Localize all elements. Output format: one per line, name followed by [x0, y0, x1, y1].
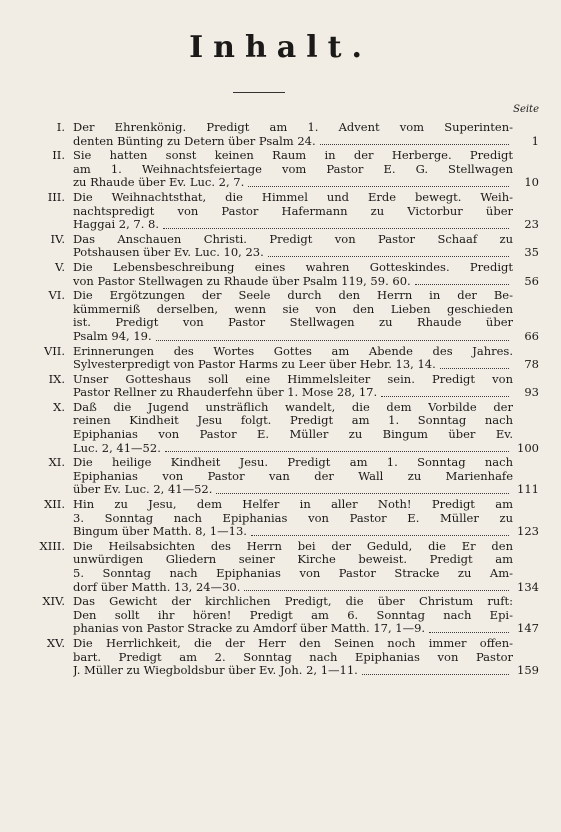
- toc-entry-line: [0, 483, 561, 497]
- entry-text: am 1. Weihnachtsfeiertage vom Pastor E. G. Stellwagen: [73, 162, 513, 176]
- entry-page-number: 35: [524, 245, 539, 260]
- dot-leader: [165, 442, 509, 453]
- toc-entry-line: [0, 595, 561, 609]
- entry-text: Das Anschauen Christi. Predigt von Pastor Schaaf zu: [73, 232, 513, 246]
- entry-text: [73, 135, 513, 149]
- dot-leader: [244, 581, 509, 592]
- toc-entry-line: [0, 373, 561, 387]
- entry-text: [73, 483, 513, 497]
- entry-text: 3. Sonntag nach Epiphanias von Pastor E. Müller zu: [73, 511, 513, 525]
- toc-entry-line: [0, 303, 561, 317]
- entry-text: [73, 358, 513, 372]
- entry-text: Sie hatten sonst keinen Raum in der Herberge. Predigt: [73, 149, 513, 163]
- entry-number: I.: [56, 120, 65, 134]
- entry-text: Die Herrlichkeit, die der Herr den Seinen noch immer offen-: [73, 636, 513, 650]
- entry-text: unwürdigen Gliedern seiner Kirche beweist. Predigt am: [73, 553, 513, 567]
- entry-text: Die Heilsabsichten des Herrn bei der Geduld, die Er den: [73, 539, 513, 553]
- toc-entry-line: [0, 233, 561, 247]
- entry-page-number: 159: [517, 663, 539, 678]
- toc-entry-line: [0, 470, 561, 484]
- entry-number: III.: [47, 189, 65, 204]
- dot-leader: [440, 358, 509, 369]
- entry-number: V.: [55, 259, 65, 274]
- entry-text: Erinnerungen des Wortes Gottes am Abende des Jahres.: [73, 344, 513, 358]
- toc-entry-line: [0, 261, 561, 275]
- toc-entry-line: [0, 330, 561, 344]
- toc-entry-line: [0, 442, 561, 456]
- entry-text: [73, 581, 513, 595]
- dot-leader: [216, 483, 509, 494]
- entry-page-number: 78: [524, 357, 539, 372]
- toc-entry-line: [0, 386, 561, 400]
- entry-text-last-line: Potshausen über Ev. Luc. 10, 23.: [73, 246, 264, 260]
- entry-text: ist. Predigt von Pastor Stellwagen zu Rhaude über: [73, 316, 513, 330]
- toc-entry-line: [0, 664, 561, 678]
- toc-entry-line: [0, 581, 561, 595]
- entry-text: Hin zu Jesu, dem Helfer in aller Noth! Predigt am: [73, 498, 513, 512]
- toc-entry-line: [0, 345, 561, 359]
- dot-leader: [415, 275, 509, 286]
- entry-page-number: 56: [524, 273, 539, 288]
- toc-entry-line: [0, 289, 561, 303]
- entry-number: II.: [52, 148, 65, 163]
- dot-leader: [320, 135, 509, 146]
- entry-text: nachtspredigt von Pastor Hafermann zu Victorbur über: [73, 204, 513, 218]
- toc-entry-line: [0, 622, 561, 636]
- dot-leader: [248, 176, 509, 187]
- entry-text-last-line: Bingum über Matth. 8, 1—13.: [73, 525, 247, 539]
- entry-text-last-line: Psalm 94, 19.: [73, 329, 152, 343]
- entry-text-last-line: denten Bünting zu Detern über Psalm 24.: [73, 134, 316, 148]
- toc-entry-line: [0, 637, 561, 651]
- entry-text: Epiphanias von Pastor van der Wall zu Marienhafe: [73, 469, 513, 483]
- dot-leader: [381, 386, 509, 397]
- entry-text: kümmerniß derselben, wenn sie von den Lieben geschieden: [73, 302, 513, 316]
- entry-text: [73, 386, 513, 400]
- entry-text-last-line: Haggai 2, 7. 8.: [73, 218, 160, 232]
- toc-entry-line: [0, 567, 561, 581]
- entry-text: Die Ergötzungen der Seele durch den Herrn in der Be-: [73, 289, 513, 303]
- toc-entry-line: [0, 553, 561, 567]
- entry-text-last-line: zu Rhaude über Ev. Luc. 2, 7.: [73, 176, 245, 190]
- entry-number: IV.: [50, 231, 65, 246]
- entry-text-last-line: Pastor Rellner zu Rhauderfehn über 1. Mose 28, 17.: [73, 386, 378, 400]
- toc-entry-line: [0, 540, 561, 554]
- entry-text-last-line: über Ev. Luc. 2, 41—52.: [73, 483, 213, 497]
- toc-entry-line: [0, 651, 561, 665]
- entry-text: Die heilige Kindheit Jesu. Predigt am 1. Sonntag nach: [73, 456, 513, 470]
- entry-page-number: 100: [517, 440, 539, 455]
- toc-entry-line: [0, 401, 561, 415]
- entry-text: Epiphanias von Pastor E. Müller zu Bingum über Ev.: [73, 428, 513, 442]
- toc-entry-line: [0, 121, 561, 135]
- toc-entry-line: [0, 414, 561, 428]
- toc-entry-line: [0, 176, 561, 190]
- entry-page-number: 10: [524, 175, 539, 190]
- entry-text: Die Weihnachtsthat, die Himmel und Erde bewegt. Weih-: [73, 190, 513, 204]
- dot-leader: [268, 246, 509, 257]
- toc-entry-line: [0, 358, 561, 372]
- entry-number: X.: [53, 399, 65, 414]
- toc-entry-line: [0, 149, 561, 163]
- entry-text: 5. Sonntag nach Epiphanias von Pastor Stracke zu Am-: [73, 567, 513, 580]
- entry-page-number: 134: [517, 579, 539, 594]
- entry-number: IX.: [48, 371, 65, 386]
- entry-page-number: 147: [517, 621, 539, 636]
- entry-text: Die Lebensbeschreibung eines wahren Gotteskindes. Predigt: [73, 260, 513, 274]
- entry-text: [73, 622, 513, 636]
- title-rule: [233, 92, 285, 93]
- entry-number: XII.: [44, 497, 65, 512]
- dot-leader: [362, 664, 509, 675]
- toc-entry-line: [0, 191, 561, 205]
- page-column-label: Seite: [513, 104, 539, 115]
- entry-text: [73, 664, 513, 678]
- entry-text: [73, 330, 513, 344]
- entry-text-last-line: phanias von Pastor Stracke zu Amdorf über Matth. 17, 1—9.: [73, 622, 426, 636]
- entry-text-last-line: dorf über Matth. 13, 24—30.: [73, 580, 241, 594]
- entry-page-number: 123: [517, 524, 539, 539]
- toc-entry-line: [0, 428, 561, 442]
- table-of-contents: [0, 121, 561, 679]
- toc-entry-line: [0, 218, 561, 232]
- entry-text: [73, 176, 513, 190]
- entry-number: XIII.: [39, 538, 65, 553]
- toc-entry-line: [0, 135, 561, 149]
- entry-text-last-line: von Pastor Stellwagen zu Rhaude über Psalm 119, 59. 60.: [73, 274, 411, 288]
- entry-text: Das Gewicht der kirchlichen Predigt, die über Christum ruft:: [73, 595, 513, 609]
- dot-leader: [163, 218, 509, 229]
- toc-entry-line: [0, 512, 561, 526]
- entry-text-last-line: Sylvesterpredigt von Pastor Harms zu Leer über Hebr. 13, 14.: [73, 358, 436, 372]
- entry-text: [73, 442, 513, 456]
- entry-number: VII.: [43, 343, 65, 358]
- entry-number: VI.: [48, 288, 65, 303]
- entry-text: Der Ehrenkönig. Predigt am 1. Advent vom Superinten-: [73, 121, 513, 134]
- entry-text: bart. Predigt am 2. Sonntag nach Epiphanias von Pastor: [73, 650, 513, 664]
- dot-leader: [429, 622, 509, 633]
- entry-number: XI.: [48, 455, 65, 470]
- entry-text: Unser Gotteshaus soll eine Himmelsleiter sein. Predigt von: [73, 372, 513, 386]
- entry-text: [73, 246, 513, 260]
- toc-entry-line: [0, 609, 561, 623]
- entry-page-number: 66: [524, 328, 539, 343]
- entry-text: [73, 525, 513, 539]
- entry-page-number: 1: [531, 133, 539, 148]
- entry-text: Daß die Jugend unsträflich wandelt, die dem Vorbilde der: [73, 400, 513, 414]
- dot-leader: [251, 525, 509, 536]
- entry-page-number: 111: [517, 482, 539, 497]
- entry-text: reinen Kindheit Jesu folgt. Predigt am 1. Sonntag nach: [73, 414, 513, 428]
- page-title: Inhalt.: [189, 30, 372, 65]
- entry-number: XIV.: [42, 594, 65, 609]
- entry-number: XV.: [46, 635, 65, 650]
- entry-text-last-line: Luc. 2, 41—52.: [73, 441, 161, 455]
- toc-entry-line: [0, 316, 561, 330]
- entry-text: [73, 218, 513, 232]
- toc-entry-line: [0, 205, 561, 219]
- toc-entry-line: [0, 498, 561, 512]
- toc-entry-line: [0, 163, 561, 177]
- toc-entry-line: [0, 275, 561, 289]
- entry-text: [73, 275, 513, 289]
- entry-text: Den sollt ihr hören! Predigt am 6. Sonntag nach Epi-: [73, 608, 513, 622]
- entry-page-number: 23: [524, 217, 539, 232]
- toc-entry-line: [0, 525, 561, 539]
- toc-entry-line: [0, 456, 561, 470]
- dot-leader: [156, 330, 509, 341]
- entry-text-last-line: J. Müller zu Wiegboldsbur über Ev. Joh. 2, 1—11.: [73, 664, 358, 678]
- entry-page-number: 93: [524, 385, 539, 400]
- toc-entry-line: [0, 246, 561, 260]
